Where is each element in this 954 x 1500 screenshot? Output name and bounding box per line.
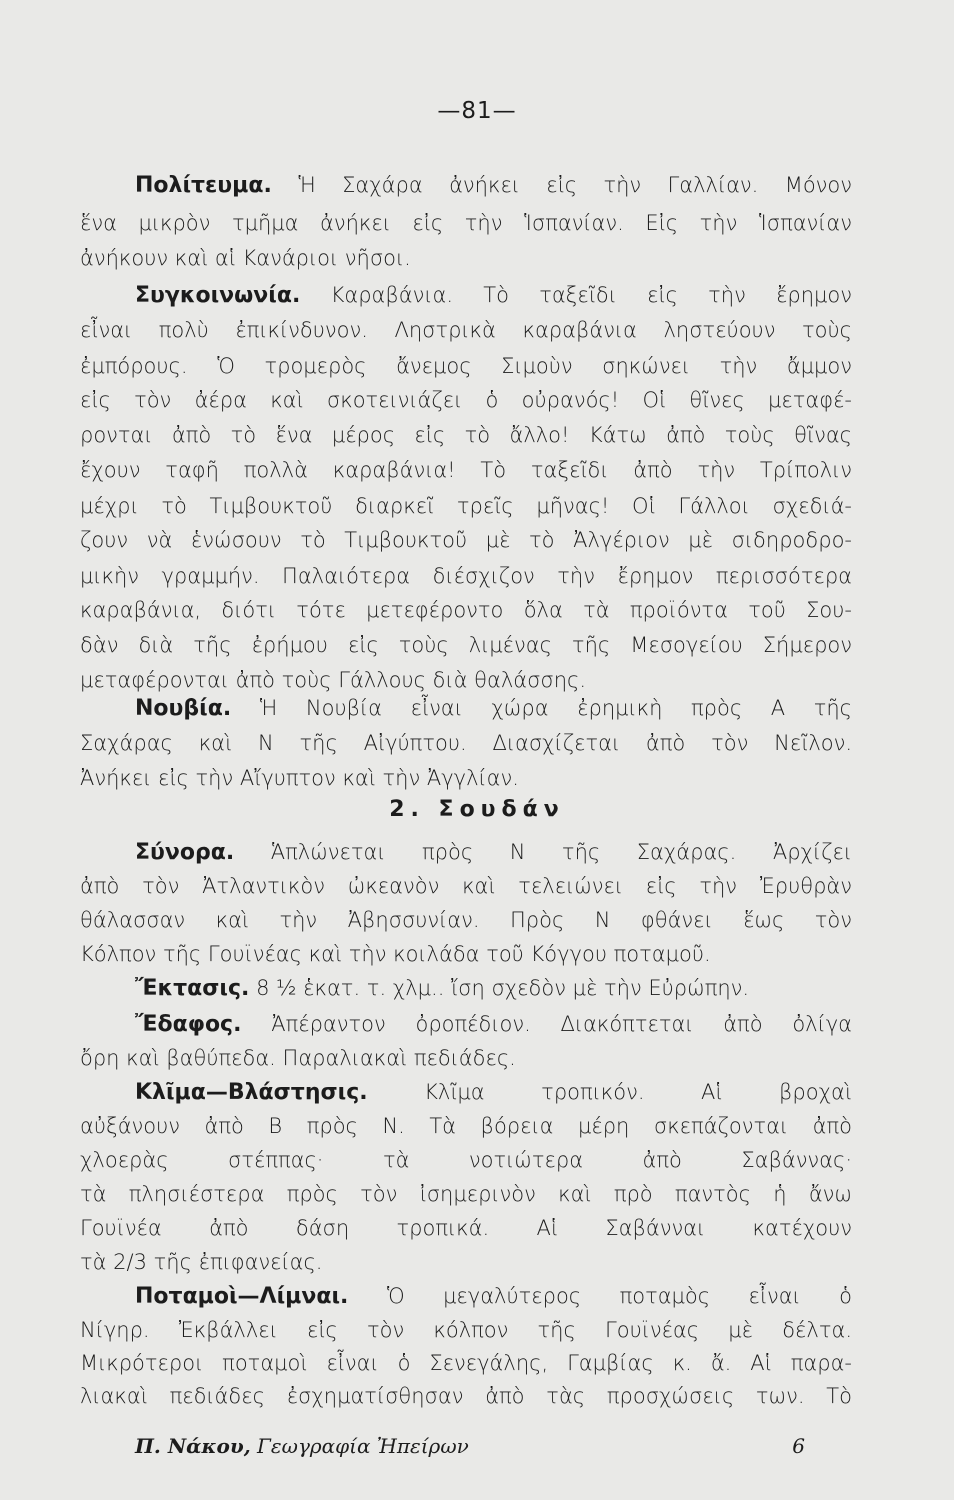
text-line: [80, 868, 852, 904]
text-line: [80, 592, 852, 628]
text-line: [80, 240, 852, 276]
footer-signature-mark: 6: [792, 1434, 805, 1458]
text-line: [135, 690, 852, 726]
text-line: [80, 1040, 852, 1076]
text-line: [135, 970, 852, 1006]
paragraph-heading: Πολίτευμα.: [135, 173, 272, 198]
line-text: αὐξάνουν ἀπὸ Β πρὸς Ν. Τὰ βόρεια μέρη σκεπάζονται ἀπὸ: [80, 1114, 852, 1138]
text-line: [80, 348, 852, 384]
line-text: Καραβάνια. Τὸ ταξεῖδι εἰς τὴν ἔρημον: [300, 283, 852, 307]
footer-author: Π. Νάκου,: [135, 1434, 251, 1458]
paragraph-heading: Ἔκτασις.: [135, 976, 250, 1001]
line-text: 8 ½ ἑκατ. τ. χλμ.. ἴση σχεδὸν μὲ τὴν Εὐρώπην.: [249, 976, 750, 1000]
line-text: τὰ πλησιέστερα πρὸς τὸν ἰσημερινὸν καὶ πρὸ παντὸς ἡ ἄνω: [80, 1182, 852, 1206]
text-line: [80, 522, 852, 558]
line-text: ἔχουν ταφῆ πολλὰ καραβάνια! Τὸ ταξεῖδι ἀπὸ τὴν Τρίπολιν: [80, 458, 852, 482]
text-line: [80, 1345, 852, 1381]
paragraph-heading: Νουβία.: [135, 696, 232, 721]
line-text: Ἁπλώνεται πρὸς Ν τῆς Σαχάρας. Ἀρχίζει: [234, 840, 852, 864]
text-line: [80, 205, 852, 241]
text-line: [135, 277, 852, 313]
line-text: Ἀνήκει εἰς τὴν Αἴγυπτον καὶ τὴν Ἀγγλίαν.: [80, 766, 519, 790]
line-text: Σαχάρας καὶ Ν τῆς Αἰγύπτου. Διασχίζεται ἀπὸ τὸν Νεῖλον.: [80, 731, 852, 755]
paragraph-heading: Συγκοινωνία.: [135, 283, 301, 308]
text-line: [80, 1108, 852, 1144]
text-line: [80, 1210, 852, 1246]
text-line: [80, 312, 852, 348]
text-line: [80, 902, 852, 938]
page-footer: [135, 1434, 805, 1458]
line-text: καραβάνια, διότι τότε μετεφέροντο ὅλα τὰ προϊόντα τοῦ Σου-: [80, 598, 852, 622]
text-line: [80, 627, 852, 663]
text-line: [80, 1142, 852, 1178]
line-text: χλοερὰς στέππας· τὰ νοτιώτερα ἀπὸ Σαβάννας·: [80, 1148, 852, 1172]
line-text: Ἡ Νουβία εἶναι χώρα ἐρημικὴ πρὸς Α τῆς: [231, 696, 852, 720]
page-number: —81—: [437, 98, 517, 124]
line-text: ζουν νὰ ἑνώσουν τὸ Τιμβουκτοῦ μὲ τὸ Ἀλγέριον μὲ σιδηροδρο-: [80, 528, 852, 552]
line-text: ὄρη καὶ βαθύπεδα. Παραλιακαὶ πεδιάδες.: [80, 1046, 516, 1070]
text-line: [135, 1278, 852, 1314]
text-line: [80, 382, 852, 418]
section-heading: 2. Σουδάν: [389, 797, 565, 822]
text-line: [135, 167, 852, 203]
text-line: [135, 834, 852, 870]
text-line: [135, 1006, 852, 1042]
line-text: Μικρότεροι ποταμοὶ εἶναι ὁ Σενεγάλης, Γαμβίας κ. ἄ. Αἱ παρα-: [80, 1351, 852, 1375]
paragraph-heading: Ἔδαφος.: [135, 1012, 242, 1037]
line-text: Ἀπέραντον ὀροπέδιον. Διακόπτεται ἀπὸ ὀλίγα: [241, 1012, 852, 1036]
line-text: ἀνήκουν καὶ αἱ Κανάριοι νῆσοι.: [80, 246, 411, 270]
line-text: εἰς τὸν ἀέρα καὶ σκοτεινιάζει ὁ οὐρανός! Οἱ θῖνες μεταφέ-: [80, 388, 852, 412]
line-text: εἶναι πολὺ ἐπικίνδυνον. Ληστρικὰ καραβάνια ληστεύουν τοὺς: [80, 318, 852, 342]
line-text: θάλασσαν καὶ τὴν Ἀβησσυνίαν. Πρὸς Ν φθάνει ἕως τὸν: [80, 908, 852, 932]
text-line: [80, 725, 852, 761]
footer-title: Γεωγραφία Ἠπείρων: [257, 1434, 469, 1458]
text-line: [80, 1244, 852, 1280]
line-text: μέχρι τὸ Τιμβουκτοῦ διαρκεῖ τρεῖς μῆνας! Οἱ Γάλλοι σχεδιά-: [80, 494, 852, 518]
line-text: Νίγηρ. Ἐκβάλλει εἰς τὸν κόλπον τῆς Γουϊνέας μὲ δέλτα.: [80, 1318, 852, 1342]
line-text: Ἡ Σαχάρα ἀνήκει εἰς τὴν Γαλλίαν. Μόνον: [271, 173, 852, 197]
line-text: τὰ 2/3 τῆς ἐπιφανείας.: [80, 1250, 323, 1274]
line-text: ἀπὸ τὸν Ἀτλαντικὸν ὠκεανὸν καὶ τελειώνει εἰς τὴν Ἐρυθρὰν: [80, 874, 852, 898]
text-line: [135, 1074, 852, 1110]
line-text: μικὴν γραμμήν. Παλαιότερα διέσχιζον τὴν ἔρημον περισσότερα: [80, 564, 852, 588]
line-text: δὰν διὰ τῆς ἐρήμου εἰς τοὺς λιμένας τῆς Μεσογείου Σήμερον: [80, 633, 852, 657]
line-text: μεταφέρονται ἀπὸ τοὺς Γάλλους διὰ θαλάσσης.: [80, 668, 587, 692]
text-line: [80, 417, 852, 453]
line-text: Κλῖμα τροπικόν. Αἱ βροχαὶ: [367, 1080, 852, 1104]
text-line: [80, 558, 852, 594]
line-text: ρονται ἀπὸ τὸ ἕνα μέρος εἰς τὸ ἄλλο! Κάτω ἀπὸ τοὺς θῖνας: [80, 423, 852, 447]
paragraph-heading: Σύνορα.: [135, 840, 235, 865]
text-line: [80, 488, 852, 524]
text-line: [80, 1176, 852, 1212]
line-text: ἕνα μικρὸν τμῆμα ἀνήκει εἰς τὴν Ἱσπανίαν. Εἰς τὴν Ἱσπανίαν: [80, 211, 852, 235]
text-line: [80, 452, 852, 488]
text-line: [80, 1378, 852, 1414]
line-text: Γουϊνέα ἀπὸ δάση τροπικά. Αἱ Σαβάνναι κατέχουν: [80, 1216, 852, 1240]
line-text: λιακαὶ πεδιάδες ἐσχηματίσθησαν ἀπὸ τὰς προσχώσεις των. Τὸ: [80, 1384, 852, 1408]
paragraph-heading: Κλῖμα—Βλάστησις.: [135, 1080, 368, 1105]
line-text: ἐμπόρους. Ὁ τρομερὸς ἄνεμος Σιμοὺν σηκώνει τὴν ἄμμον: [80, 354, 852, 378]
text-line: [80, 1312, 852, 1348]
text-line: [80, 760, 852, 796]
paragraph-heading: Ποταμοὶ—Λίμναι.: [135, 1284, 349, 1309]
line-text: Ὁ μεγαλύτερος ποταμὸς εἶναι ὁ: [348, 1284, 852, 1308]
line-text: Κόλπον τῆς Γουϊνέας καὶ τὴν κοιλάδα τοῦ Κόγγου ποταμοῦ.: [80, 942, 711, 966]
text-line: [80, 936, 852, 972]
